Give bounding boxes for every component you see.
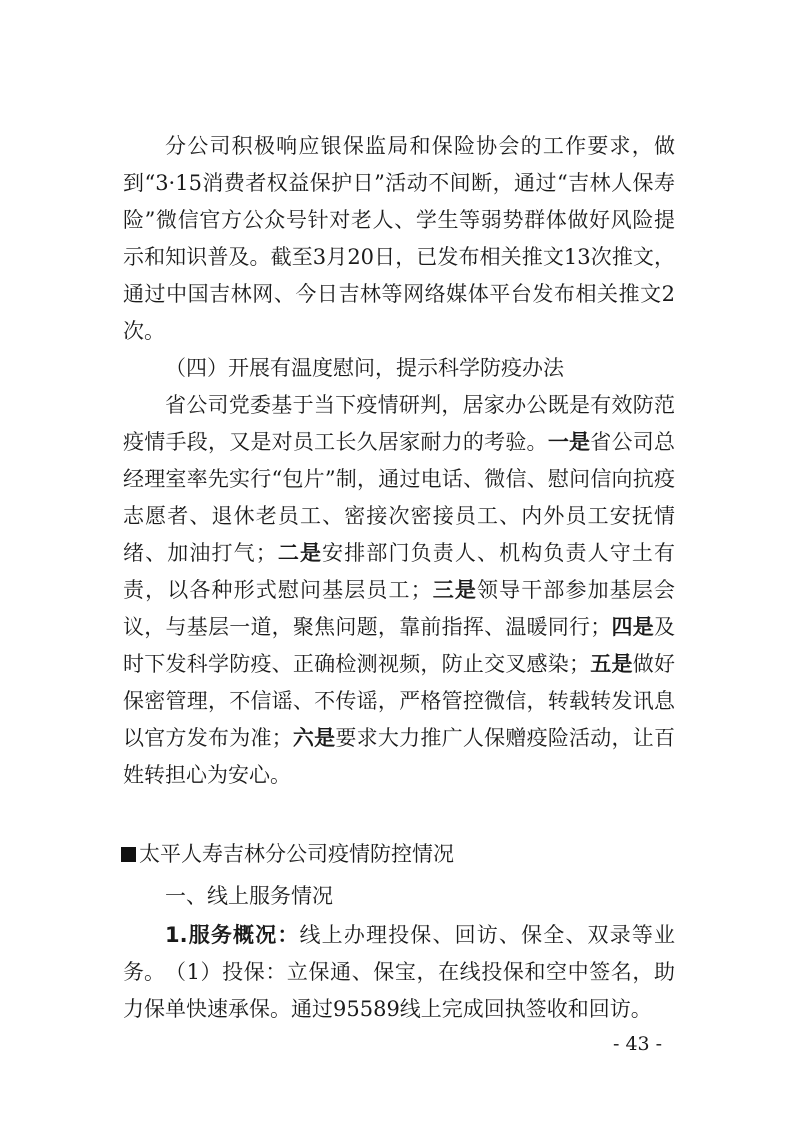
measure-4-label: 四是 — [611, 615, 655, 639]
paragraph-outreach: 分公司积极响应银保监局和保险协会的工作要求，做到“3·15消费者权益保护日”活动不间断，通过“吉林人保寿险”微信官方公众号针对老人、学生等弱势群体做好风险提示和知识普及。截至3月20日，已发布相关推文13次推文，通过中国吉林网、今日吉林等网络媒体平台发布相关推文2次。 — [123, 134, 675, 343]
measure-6-text: 要求大力推广人保赠疫险活动，让百姓转担心为安心。 — [123, 726, 676, 787]
service-overview-label: 1.服务概况： — [165, 923, 300, 947]
measure-5-label: 五是 — [590, 652, 633, 676]
paragraph-insurance-application: （1）投保：立保通、保宝，在线投保和空中签名，助力保单快速承保。通过95589线上完成回执签收和回访。 — [123, 960, 675, 1021]
online-service-heading: 一、线上服务情况 — [165, 884, 333, 908]
measure-3-label: 三是 — [431, 578, 477, 602]
measure-5-text: 做好保密管理，不信谣、不传谣，严格管控微信，转载转发讯息以官方发布为准； — [123, 652, 676, 750]
measure-1-text: 省公司总经理室率先实行“包片”制，通过电话、微信、慰问信向抗疫志愿者、退休老员工、密接次密接员工、内外员工安抚情绪、加油打气； — [123, 430, 676, 565]
subheading-condolence: （四）开展有温度慰问，提示科学防疫办法 — [165, 356, 564, 380]
measures-intro: 省公司党委基于当下疫情研判，居家办公既是有效防范疫情手段，又是对员工长久居家耐力的考验。 — [123, 393, 675, 454]
service-overview-text: 线上办理投保、回访、保全、双录等业务。 — [123, 923, 676, 984]
page-number: - 43 - — [613, 1033, 663, 1055]
measure-2-label: 二是 — [276, 541, 323, 565]
section-title-text: 太平人寿吉林分公司疫情防控情况 — [139, 842, 454, 866]
measure-4-text: 及时下发科学防疫、正确检测视频，防止交叉感染； — [123, 615, 676, 676]
black-square-icon — [121, 847, 136, 862]
paragraph-condolence-measures — [123, 387, 675, 794]
measure-2-text: 安排部门负责人、机构负责人守土有责，以各种形式慰问基层员工； — [123, 541, 675, 602]
section-title — [121, 836, 454, 873]
measure-3-text: 领导干部参加基层会议，与基层一道，聚焦问题，靠前指挥、温暖同行； — [123, 578, 675, 639]
measure-6-label: 六是 — [292, 726, 336, 750]
measure-1-label: 一是 — [547, 430, 591, 454]
